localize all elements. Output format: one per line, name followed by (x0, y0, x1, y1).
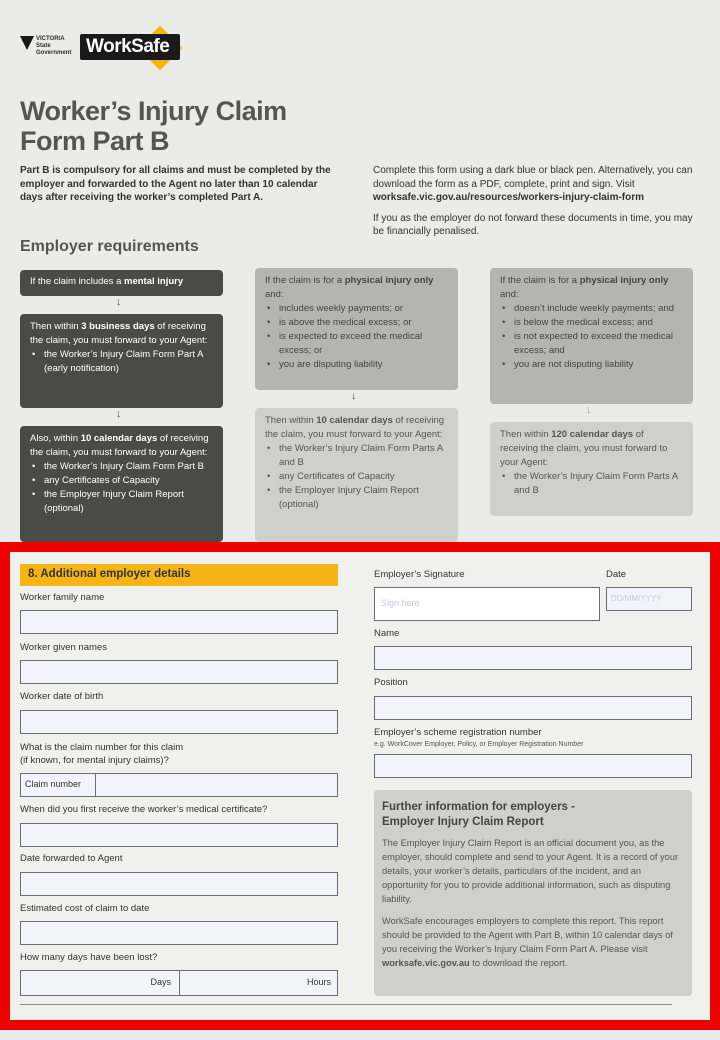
position-field[interactable] (374, 696, 692, 720)
arrow-down-icon: ↓ (586, 404, 592, 416)
arrow-down-icon: ↓ (116, 296, 122, 308)
requirement-list-item: • the Worker’s Injury Claim Form Part B (30, 460, 213, 474)
scheme-number-hint: e.g. WorkCover Employer, Policy, or Employer Registration Number (374, 741, 584, 748)
page-title: Worker’s Injury Claim Form Part B (20, 96, 287, 156)
hours-unit-label: Hours (306, 977, 331, 987)
worker-family-name-field[interactable] (20, 610, 338, 634)
requirement-list-item: • the Worker’s Injury Claim Form Parts A and B (265, 442, 448, 470)
estimated-cost-field[interactable] (20, 921, 338, 945)
physical-10-days-box: Then within 10 calendar days of receiving the claim, you must forward to your Agent: • the Worker’s Injury Claim Form Parts A and B • any Certificates of Capacity • the Employer Injury Claim Report (optional) (255, 408, 458, 542)
requirement-list-item: • the Employer Injury Claim Report (optional) (30, 488, 213, 516)
worker-dob-field[interactable] (20, 710, 338, 734)
requirement-list-item: • the Worker’s Injury Claim Form Part A (early notification) (30, 348, 213, 376)
claim-number-field[interactable] (20, 773, 338, 797)
worker-family-name-label: Worker family name (20, 592, 105, 603)
name-label: Name (374, 628, 400, 639)
requirement-list-item: • any Certificates of Capacity (30, 474, 213, 488)
requirement-list-item: • you are not disputing liability (500, 358, 683, 372)
requirement-list-item: • is below the medical excess; and (500, 316, 683, 330)
worksafe-website-link[interactable]: worksafe.vic.gov.au (382, 958, 470, 968)
further-info-paragraph-2: WorkSafe encourages employers to complete this report. This report should be provided to the Agent with Part B, within 10 calendar days of you receiving the Worker’s Injury Claim Form Part A. Please visit worksafe.vic.gov.au to download the report. (382, 916, 673, 968)
mental-3-days-box: Then within 3 business days of receiving the claim, you must forward to your Agent: • the Worker’s Injury Claim Form Part A (early notification) (20, 314, 223, 408)
form-download-link[interactable]: worksafe.vic.gov.au/resources/workers-injury-claim-form (373, 192, 645, 203)
scheme-number-label: Employer’s scheme registration number (374, 727, 542, 738)
name-field[interactable] (374, 646, 692, 670)
victoria-triangle-icon (20, 36, 34, 50)
requirement-list-item: • any Certificates of Capacity (265, 470, 448, 484)
worksafe-logo (80, 26, 186, 70)
physical-no-weekly-box: If the claim is for a physical injury only and: • doesn’t include weekly payments; and • is below the medical excess; and • is not expected to exceed the medical excess; and • you are not disputing liability (490, 268, 693, 404)
further-info-paragraph-1: The Employer Injury Claim Report is an official document you, as the employer, should complete and send to your Agent. It is a record of your details, your worker’s details, particulars of the incident, and an opportunity for you to provide additional information, such as disputing liability. (382, 838, 679, 904)
days-lost-label: How many days have been lost? (20, 952, 158, 963)
further-info-box (374, 790, 692, 996)
date-field[interactable]: DD/MM/YYYY (606, 587, 692, 611)
position-label: Position (374, 677, 408, 688)
requirement-list-item: • the Employer Injury Claim Report (optional) (265, 484, 448, 512)
date-forwarded-field[interactable] (20, 872, 338, 896)
first-certificate-field[interactable] (20, 823, 338, 847)
requirement-list-item: • includes weekly payments; or (265, 302, 448, 316)
signature-label: Employer’s Signature (374, 569, 465, 580)
scheme-number-field[interactable] (374, 754, 692, 778)
physical-120-days-box: Then within 120 calendar days of receiving the claim, you must forward to your Agent: • the Worker’s Injury Claim Form Parts A and B (490, 422, 693, 516)
further-info-title: Further information for employers - Employer Injury Claim Report (382, 801, 575, 828)
worker-given-names-label: Worker given names (20, 642, 107, 653)
worker-dob-label: Worker date of birth (20, 691, 104, 702)
bottom-divider (20, 1004, 672, 1005)
physical-weekly-box: If the claim is for a physical injury only and: • includes weekly payments; or • is above the medical excess; or • is expected to exceed the medical excess; or • you are disputing liability (255, 268, 458, 390)
requirement-list-item: • doesn’t include weekly payments; and (500, 302, 683, 316)
requirement-list-item: • is expected to exceed the medical excess; or (265, 330, 448, 358)
estimated-cost-label: Estimated cost of claim to date (20, 903, 150, 914)
requirement-list-item: • the Worker’s Injury Claim Form Parts A and B (500, 470, 683, 498)
employer-requirements-heading: Employer requirements (20, 238, 199, 255)
requirement-list-item: • is not expected to exceed the medical excess; and (500, 330, 683, 358)
worksafe-logo-text: WorkSafe (86, 36, 170, 57)
arrow-down-icon: ↓ (116, 408, 122, 420)
date-label: Date (606, 569, 627, 580)
mental-injury-box: If the claim includes a mental injury (20, 270, 223, 296)
intro-right-text: Complete this form using a dark blue or black pen. Alternatively, you can download the form as a PDF, complete, print and sign. Visit worksafe.vic.gov.au/resources/workers-injury-claim-form If you as the employer do not forward these documents in time, you may be financially penalised. (373, 165, 693, 237)
days-lost-field[interactable] (20, 970, 180, 996)
claim-number-question: What is the claim number for this claim (if known, for mental injury claims)? (20, 742, 184, 766)
section-8-heading: 8. Additional employer details (20, 564, 338, 586)
mental-10-days-box: Also, within 10 calendar days of receiving the claim, you must forward to your Agent: • the Worker’s Injury Claim Form Part B • any Certificates of Capacity • the Employer Injury Claim Report (optional) (20, 426, 223, 542)
victoria-logo-text: VICTORIA State Government (36, 36, 72, 56)
hours-lost-field[interactable] (179, 970, 338, 996)
intro-left-text: Part B is compulsory for all claims and must be completed by the employer and forwarded to the Agent no later than 10 calendar days after receiving the worker’s completed Part A. (20, 165, 331, 203)
first-certificate-label: When did you first receive the worker’s medical certificate? (20, 804, 268, 815)
claim-number-field-label: Claim number (25, 779, 82, 789)
requirement-list-item: • you are disputing liability (265, 358, 448, 372)
worker-given-names-field[interactable] (20, 660, 338, 684)
requirement-list-item: • is above the medical excess; or (265, 316, 448, 330)
signature-field[interactable]: Sign here (374, 587, 600, 621)
arrow-down-icon: ↓ (351, 390, 357, 402)
victoria-government-logo (20, 36, 72, 60)
date-forwarded-label: Date forwarded to Agent (20, 853, 123, 864)
days-unit-label: Days (150, 977, 171, 987)
